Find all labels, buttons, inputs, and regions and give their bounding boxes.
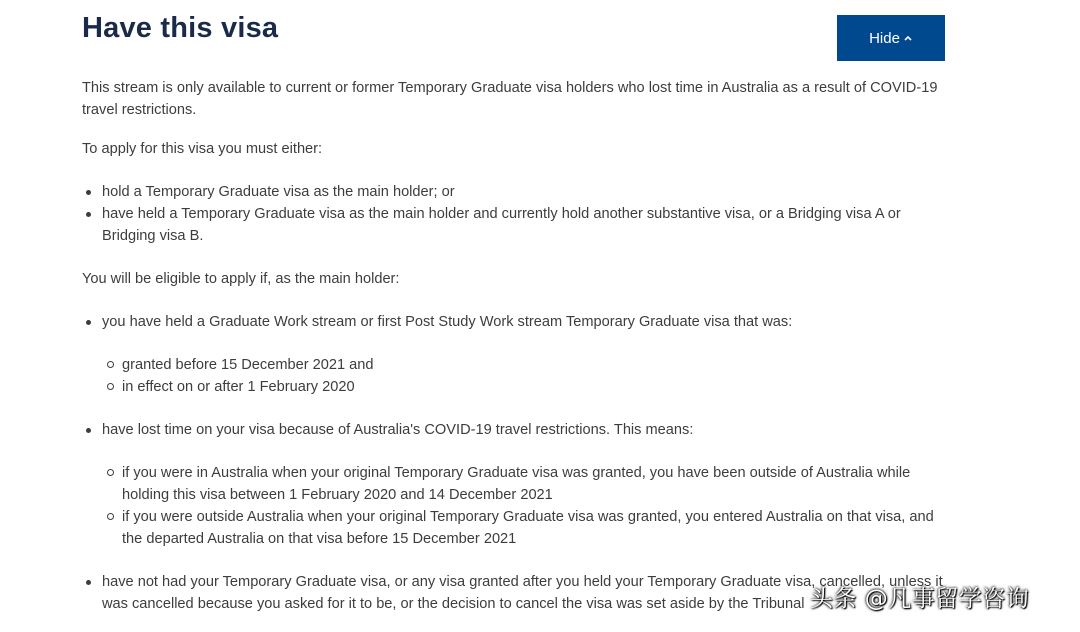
hide-button[interactable] bbox=[837, 15, 945, 61]
sub-list-item: if you were outside Australia when your original Temporary Graduate visa was granted, you entered Australia on that visa, and the departed Australia on that visa before 15 December 2021 bbox=[122, 506, 946, 550]
list-item bbox=[102, 311, 946, 398]
criteria-text: you have held a Graduate Work stream or first Post Study Work stream Temporary Graduate visa that was: bbox=[102, 314, 793, 330]
list-item: hold a Temporary Graduate visa as the main holder; or bbox=[102, 181, 946, 203]
sub-list-item: if you were in Australia when your original Temporary Graduate visa was granted, you have been outside of Australia while holding this visa between 1 February 2020 and 14 December 2021 bbox=[122, 462, 946, 506]
apply-options-list bbox=[82, 181, 946, 247]
watermark: 头条 @凡事留学咨询 bbox=[810, 586, 1030, 612]
sub-list-item: in effect on or after 1 February 2020 bbox=[122, 376, 946, 398]
list-item bbox=[102, 419, 946, 550]
sub-list bbox=[102, 354, 946, 398]
visa-content bbox=[82, 77, 946, 615]
criteria-list bbox=[82, 311, 946, 615]
eligible-lead: You will be eligible to apply if, as the main holder: bbox=[82, 271, 400, 287]
list-item: have held a Temporary Graduate visa as the main holder and currently hold another substantive visa, or a Bridging visa A or Bridging visa B. bbox=[102, 203, 946, 247]
sub-list-item: granted before 15 December 2021 and bbox=[122, 354, 946, 376]
list-item: have not had your Temporary Graduate visa, or any visa granted after you held your Temporary Graduate visa, cancelled, unless it was cancelled because you asked for it to be, or the decision to cancel the visa was set aside by the Tribunal bbox=[102, 571, 946, 615]
apply-lead: To apply for this visa you must either: bbox=[82, 141, 323, 157]
chevron-up-icon bbox=[903, 33, 913, 43]
page-title: Have this visa bbox=[82, 12, 279, 44]
criteria-text: have lost time on your visa because of Australia's COVID-19 travel restrictions. This means: bbox=[102, 422, 694, 438]
sub-list bbox=[102, 462, 946, 550]
hide-button-label: Hide bbox=[869, 29, 900, 47]
intro-paragraph: This stream is only available to current or former Temporary Graduate visa holders who lost time in Australia as a result of COVID-19 travel restrictions. bbox=[82, 80, 938, 118]
